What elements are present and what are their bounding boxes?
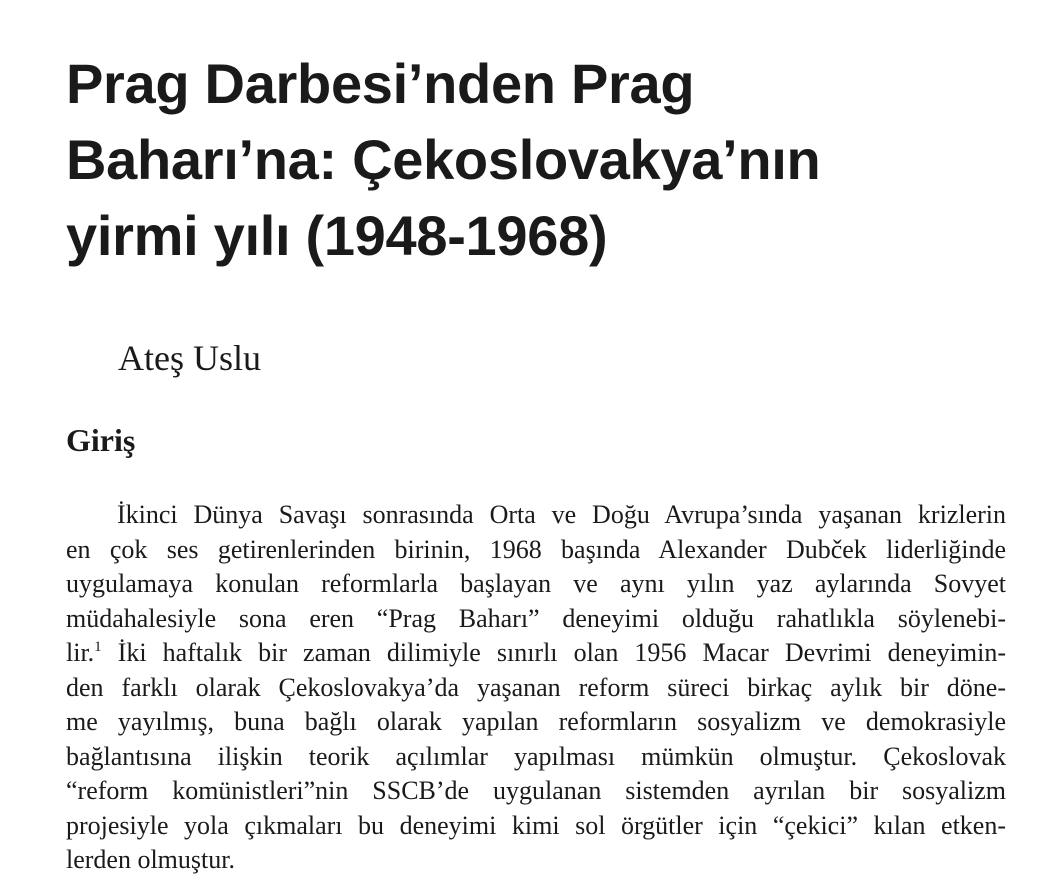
paragraph-line: İkinci Dünya Savaşı sonrasında Orta ve Doğu Avrupa’sında yaşanan krizlerin <box>117 500 1006 529</box>
paragraph-line: uygulamaya konulan reformlarla başlayan ve aynı yılın yaz aylarında Sovyet <box>66 569 1006 598</box>
paragraph-line: projesiyle yola çıkmaları bu deneyimi kimi sol örgütler için “çekici” kılan etken- <box>66 810 1006 840</box>
paragraph-line: en çok ses getirenlerinden birinin, 1968 başında Alexander Dubček liderliğinde <box>66 534 1006 564</box>
article-title <box>66 46 1026 274</box>
author-name: Ateş Uslu <box>118 338 261 378</box>
title-line-1: Prag Darbesi’nden Prag <box>66 52 695 115</box>
paragraph-line-with-footnote <box>66 636 1006 671</box>
paragraph-line: lerden olmuştur. <box>66 845 235 874</box>
paragraph-line: den farklı olarak Çekoslovakya’da yaşanan reform süreci birkaç aylık bir döne- <box>66 672 1006 702</box>
title-line-3: yirmi yılı (1948-1968) <box>66 204 608 267</box>
paragraph-line: müdahalesiyle sona eren “Prag Baharı” deneyimi olduğu rahatlıkla söylenebi- <box>66 603 1006 633</box>
footnote-marker[interactable]: 1 <box>94 639 102 655</box>
paragraph-line: “reform komünistleri”nin SSCB’de uygulanan sistemden ayrılan bir sosyalizm <box>66 776 1006 805</box>
title-line-2: Baharı’na: Çekoslovakya’nın <box>66 128 821 191</box>
paragraph-line: me yayılmış, buna bağlı olarak yapılan reformların sosyalizm ve demokrasiyle <box>66 707 1006 736</box>
body-paragraph <box>66 498 1006 878</box>
paragraph-line: bağlantısına ilişkin teorik açılımlar yapılması mümkün olmuştur. Çekoslovak <box>66 741 1006 771</box>
line-text: İki haftalık bir zaman dilimiyle sınırlı olan 1956 Macar Devrimi deneyimin- <box>101 638 1006 667</box>
line-text: lir. <box>66 638 95 667</box>
section-heading: Giriş <box>66 422 136 458</box>
